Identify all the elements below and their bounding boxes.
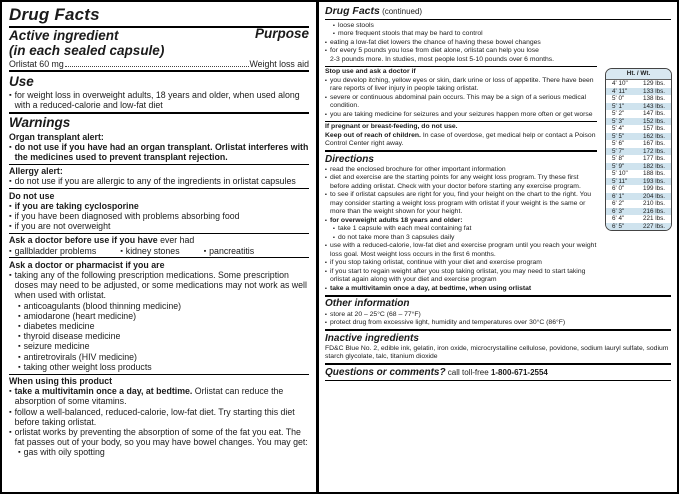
- text-paragraph: [9, 235, 309, 245]
- bullet-icon: ▪: [9, 245, 12, 255]
- bullet-item: [325, 111, 597, 120]
- bullet-icon: ▪: [9, 200, 12, 210]
- bullet-item: [18, 301, 309, 311]
- text-run: thyroid disease medicine: [23, 331, 121, 342]
- section-title: [9, 74, 309, 89]
- bullet-icon: ▪: [18, 321, 21, 330]
- text-run: you are taking medicine for seizures and your seizures happen more often or get worse: [329, 110, 593, 118]
- chart-row: [606, 125, 671, 133]
- bullet-text: kidney stones: [125, 245, 180, 256]
- inline-bullet-row: [9, 246, 309, 256]
- text-run: if you stop taking orlistat, continue with your diet and exercise program: [329, 259, 542, 267]
- height-value: 5' 3": [612, 117, 625, 125]
- bullet-text: [24, 331, 309, 341]
- chart-row: [606, 103, 671, 111]
- bullet-text: [330, 259, 597, 268]
- bullet-item: [9, 221, 309, 231]
- bullet-text: [24, 311, 309, 321]
- section-divider: [9, 112, 309, 114]
- weight-value: 177 lbs.: [642, 155, 665, 162]
- bullet-item: [325, 268, 597, 285]
- text-run: diabetes medicine: [23, 321, 95, 331]
- text-run: seizure medicine: [23, 341, 90, 352]
- section-title: [9, 5, 309, 24]
- bullet-icon: ▪: [18, 351, 21, 361]
- section-heading-text: Questions or comments?: [325, 367, 446, 379]
- chart-row: [606, 118, 671, 126]
- bullet-icon: ▪: [9, 406, 12, 416]
- bullet-text: [15, 407, 309, 427]
- section-title: [325, 367, 671, 378]
- text-run: to see if orlistat capsules are right for you, find your height on the chart to the right. You may consider starting a weight loss program with orlistat if your weight is the same or more than the weight shown for your height.: [329, 191, 592, 216]
- text-paragraph: [325, 68, 597, 77]
- chart-header: Ht. / Wt.: [606, 69, 671, 80]
- bullet-item: [325, 191, 597, 217]
- height-value: 5' 4": [612, 125, 625, 132]
- bullet-item: [333, 30, 671, 39]
- text-run: 1-800-671-2554: [490, 368, 548, 378]
- bullet-item: [18, 311, 309, 321]
- bullet-icon: ▪: [325, 268, 327, 275]
- active-ingredient-line: Active ingredient: [9, 28, 119, 44]
- text-paragraph: [9, 376, 309, 386]
- bullet-item: [333, 225, 597, 234]
- section-heading-text: Drug Facts: [9, 5, 100, 24]
- bullet-item: [325, 77, 597, 94]
- bullet-item: [333, 22, 671, 31]
- text-run: amiodarone (heart medicine): [23, 310, 137, 321]
- text-run: for overweight adults 18 years and older:: [329, 216, 463, 224]
- text-run: If pregnant or breast-feeding, do not use.: [325, 123, 458, 131]
- bullet-text: [330, 285, 671, 294]
- bullet-text: [338, 22, 671, 31]
- chart-row: [606, 178, 671, 186]
- weight-value: 152 lbs.: [642, 117, 665, 125]
- bullet-text: [15, 211, 309, 221]
- text-run: anticoagulants (blood thinning medicine): [23, 300, 182, 311]
- bullet-icon: ▪: [333, 22, 335, 29]
- bullet-text: [338, 234, 597, 243]
- active-ingredient-title: [9, 29, 164, 59]
- height-weight-chart: [605, 68, 672, 231]
- bullet-text: [15, 386, 309, 406]
- bullet-item: [18, 352, 309, 362]
- bullet-text: [15, 427, 309, 447]
- bullet-icon: ▪: [9, 269, 12, 279]
- bullet-icon: ▪: [325, 94, 327, 101]
- text-run: Ask a doctor or pharmacist if you are: [9, 259, 165, 270]
- text-paragraph: [325, 132, 597, 149]
- section-title: [325, 298, 671, 309]
- height-value: 5' 6": [612, 140, 625, 147]
- height-value: 6' 4": [612, 215, 625, 222]
- bullet-text: [330, 77, 597, 94]
- height-value: 6' 5": [612, 222, 625, 230]
- section-divider: [325, 66, 597, 67]
- weight-value: 182 lbs.: [642, 162, 665, 170]
- bullet-icon: ▪: [325, 320, 327, 327]
- bullet-icon: ▪: [325, 48, 327, 55]
- bullet-icon: ▪: [18, 310, 21, 320]
- text-run: 2-3 pounds more. In studies, most people lost 5-10 pounds over 6 months.: [329, 55, 555, 63]
- weight-value: 162 lbs.: [642, 132, 665, 140]
- ingredient-purpose: Weight loss aid: [249, 58, 309, 69]
- ingredient-name: Orlistat 60 mg: [9, 58, 64, 69]
- height-value: 5' 2": [612, 110, 625, 117]
- text-run: take 1 capsule with each meal containing fat: [337, 225, 472, 233]
- chart-row: [606, 133, 671, 141]
- text-run: FD&C Blue No. 2, edible ink, gelatin, iron oxide, microcrystalline cellulose, povidone, sodium lauryl sulfate, sodium starch glycolate, talc, titanium dioxide: [325, 344, 669, 361]
- bullet-icon: ▪: [18, 361, 21, 371]
- text-run: eating a low-fat diet lowers the chance of having these bowel changes: [329, 38, 541, 46]
- bullet-icon: ▪: [325, 192, 327, 199]
- section-divider: [9, 70, 309, 72]
- dotted-leader: [65, 66, 249, 67]
- section-title: [325, 6, 671, 18]
- bullet-icon: ▪: [203, 245, 207, 255]
- bullet-item: [325, 166, 597, 175]
- height-value: 5' 7": [612, 147, 625, 155]
- weight-value: 143 lbs.: [642, 102, 665, 110]
- bullet-text: [330, 174, 597, 191]
- bullet-icon: ▪: [333, 234, 335, 241]
- weight-value: 216 lbs.: [642, 207, 665, 215]
- text-run: Orlistat can reduce the absorption of some vitamins.: [14, 386, 284, 407]
- text-run: loose stools: [337, 21, 374, 29]
- bullet-icon: ▪: [325, 77, 327, 84]
- section-heading-text: Other information: [325, 298, 410, 310]
- chart-row: [606, 163, 671, 171]
- bullet-item: [18, 321, 309, 331]
- text-run: for every 5 pounds you lose from diet alone, orlistat can help you lose: [329, 47, 539, 55]
- text-run: store at 20 – 25°C (68 – 77°F): [329, 310, 421, 318]
- section-divider: [325, 121, 597, 122]
- bullet-icon: ▪: [120, 245, 123, 255]
- chart-row: [606, 223, 671, 231]
- text-run: take a multivitamin once a day, at bedtime, when using orlistat: [329, 284, 532, 292]
- section-title: [325, 154, 597, 165]
- text-run: more frequent stools that may be hard to control: [337, 30, 483, 38]
- text-run: Keep out of reach of children.: [325, 131, 421, 139]
- bullet-item: [18, 341, 309, 351]
- chart-row: [606, 95, 671, 103]
- section-divider: [9, 164, 309, 165]
- chart-row: [606, 88, 671, 96]
- bullet-icon: ▪: [325, 217, 327, 224]
- text-run: do not use if you have had an organ transplant. Orlistat interferes with the medicines used to prevent transplant rejection.: [14, 141, 309, 162]
- height-value: 6' 2": [612, 200, 625, 207]
- bullet-item: [325, 174, 597, 191]
- section-divider: [9, 233, 309, 234]
- bullet-item: [333, 234, 597, 243]
- bullet-icon: ▪: [325, 285, 327, 292]
- bullet-text: [330, 319, 671, 328]
- bullet-icon: ▪: [325, 243, 327, 250]
- chart-row: [606, 155, 671, 163]
- bullet-icon: ▪: [9, 90, 12, 100]
- bullet-text: [24, 447, 309, 457]
- text-run: diet and exercise are the starting points for any weight loss program. Try these first before adding orlistat. Check with your doctor before starting any exercise program.: [329, 174, 581, 190]
- bullet-item: [9, 201, 309, 211]
- text-run: you develop itching, yellow eyes or skin, dark urine or loss of appetite. There have been rare reports of liver injury in people taking orlistat.: [329, 76, 594, 93]
- section-title: [325, 333, 671, 344]
- bullet-item: [18, 362, 309, 372]
- chart-row: [606, 80, 671, 88]
- bullet-text: [15, 221, 309, 231]
- text-run: take a multivitamin once a day, at bedtime.: [14, 386, 193, 397]
- text-paragraph: [9, 166, 309, 176]
- chart-row: [606, 193, 671, 201]
- text-run: severe or continuous abdominal pain occurs. This may be a sign of a serious medical condition.: [329, 93, 587, 110]
- chart-row: [606, 215, 671, 223]
- weight-value: 199 lbs.: [642, 185, 665, 192]
- bullet-text: [15, 90, 309, 110]
- section-divider: [325, 329, 671, 331]
- bullet-icon: ▪: [333, 226, 335, 233]
- section-heading-text: Use: [9, 73, 34, 89]
- bullet-item: [9, 270, 309, 301]
- chart-row: [606, 148, 671, 156]
- weight-value: 193 lbs.: [642, 177, 665, 185]
- bullet-icon: ▪: [325, 260, 327, 267]
- bullet-item: [9, 246, 96, 256]
- text-run: When using this product: [9, 376, 113, 387]
- bullet-text: [330, 191, 597, 217]
- text-paragraph: [325, 123, 597, 132]
- bullet-item: [325, 285, 671, 294]
- bullet-text: [15, 176, 309, 186]
- bullet-icon: ▪: [18, 300, 21, 310]
- section-divider: [9, 188, 309, 189]
- weight-value: 210 lbs.: [642, 200, 665, 207]
- weight-value: 204 lbs.: [642, 192, 665, 200]
- weight-value: 133 lbs.: [642, 87, 665, 95]
- ingredient-row: [9, 59, 309, 69]
- bullet-item: [9, 211, 309, 221]
- bullet-text: [330, 217, 597, 226]
- bullet-text: [338, 30, 671, 39]
- section-divider: [325, 363, 671, 365]
- purpose-title: Purpose: [254, 26, 309, 42]
- weight-value: 227 lbs.: [642, 222, 665, 230]
- text-paragraph: [9, 260, 309, 270]
- bullet-icon: ▪: [325, 111, 327, 118]
- chart-row: [606, 140, 671, 148]
- height-value: 5' 9": [612, 162, 625, 170]
- bullet-text: [338, 225, 597, 234]
- text-run: In case of overdose, get medical help or contact a Poison Control Center right away.: [325, 131, 596, 148]
- bullet-icon: ▪: [325, 39, 327, 46]
- bullet-item: [325, 319, 671, 328]
- active-ingredient-header: [9, 26, 309, 59]
- chart-row: [606, 200, 671, 208]
- section-heading-text: Drug Facts: [325, 5, 380, 17]
- bullet-text: [15, 142, 309, 162]
- bullet-icon: ▪: [9, 427, 12, 437]
- bullet-icon: ▪: [9, 386, 12, 396]
- bullet-item: [325, 311, 671, 320]
- height-value: 4' 10": [612, 80, 628, 87]
- bullet-item: [325, 242, 597, 259]
- bullet-item: [325, 39, 671, 48]
- text-run: Stop use and ask a doctor if: [325, 68, 416, 76]
- text-paragraph: [9, 191, 309, 201]
- bullet-item: [9, 142, 309, 162]
- height-value: 5' 5": [612, 132, 625, 140]
- text-run: gas with oily spotting: [23, 447, 105, 458]
- bullet-item: [325, 217, 597, 226]
- bullet-icon: ▪: [325, 175, 327, 182]
- weight-value: 221 lbs.: [642, 215, 665, 222]
- text-run: if you are taking cyclosporine: [14, 200, 139, 211]
- section-divider: [9, 257, 309, 258]
- text-run: Do not use: [9, 190, 55, 201]
- active-ingredient-line: (in each sealed capsule): [9, 42, 165, 58]
- bullet-item: [325, 47, 671, 64]
- weight-value: 147 lbs.: [642, 110, 665, 117]
- weight-value: 129 lbs.: [642, 80, 665, 87]
- bullet-text: [330, 94, 597, 111]
- text-run: for weight loss in overweight adults, 18 years and older, when used along with a reduced-calorie and low-fat diet: [14, 90, 300, 111]
- bullet-text: [330, 111, 597, 120]
- section-title: [9, 115, 309, 130]
- bullet-text: [330, 39, 671, 48]
- bullet-item: [9, 407, 309, 427]
- chart-row: [606, 170, 671, 178]
- height-value: 6' 0": [612, 185, 625, 192]
- chart-row: [606, 110, 671, 118]
- weight-value: 157 lbs.: [642, 125, 665, 132]
- height-value: 5' 1": [612, 102, 625, 110]
- height-value: 6' 3": [612, 207, 625, 215]
- text-run: follow a well-balanced, reduced-calorie, low-fat diet. Try starting this diet before taking orlistat.: [14, 406, 295, 427]
- bullet-icon: ▪: [18, 447, 21, 457]
- bullet-text: [15, 201, 309, 211]
- weight-value: 138 lbs.: [642, 95, 665, 102]
- chart-row: [606, 208, 671, 216]
- text-run: Allergy alert:: [9, 166, 63, 177]
- bullet-text: [330, 268, 597, 285]
- text-run: ever had: [160, 235, 195, 246]
- bullet-item: [18, 447, 309, 457]
- text-run: if you are not overweight: [14, 221, 111, 232]
- text-paragraph: [9, 132, 309, 142]
- bullet-text: [24, 362, 309, 372]
- text-paragraph: [325, 345, 671, 362]
- bullet-item: [18, 331, 309, 341]
- text-run: protect drug from excessive light, humidity and temperatures over 30°C (86°F): [329, 319, 566, 327]
- bullet-icon: ▪: [325, 311, 327, 318]
- chart-row: [606, 185, 671, 193]
- bullet-item: [9, 176, 309, 186]
- bullet-text: pancreatitis: [209, 245, 255, 256]
- section-heading-text: Inactive ingredients: [325, 332, 419, 344]
- text-run: do not take more than 3 capsules daily: [337, 233, 455, 241]
- text-run: if you have been diagnosed with problems absorbing food: [14, 210, 240, 221]
- bullet-icon: ▪: [9, 176, 12, 186]
- bullet-text: [24, 341, 309, 351]
- text-run: Organ transplant alert:: [9, 131, 104, 142]
- bullet-icon: ▪: [9, 221, 12, 231]
- weight-value: 188 lbs.: [642, 170, 665, 177]
- bullet-text: [330, 166, 597, 175]
- section-divider: [325, 19, 671, 20]
- text-run: (continued): [379, 7, 423, 16]
- bullet-text: [24, 301, 309, 311]
- bullet-item: [9, 427, 309, 447]
- bullet-icon: ▪: [333, 31, 335, 38]
- section-heading-text: Warnings: [9, 115, 71, 131]
- height-value: 6' 1": [612, 192, 625, 200]
- bullet-item: [9, 90, 309, 110]
- bullet-text: [330, 242, 597, 259]
- bullet-icon: ▪: [18, 331, 21, 341]
- text-run: taking other weight loss products: [23, 361, 152, 372]
- bullet-icon: ▪: [325, 166, 327, 173]
- bullet-icon: ▪: [18, 341, 21, 351]
- bullet-item: [325, 94, 597, 111]
- bullet-text: [24, 352, 309, 362]
- bullet-item: [9, 386, 309, 406]
- height-value: 4' 11": [612, 87, 628, 95]
- text-run: antiretrovirals (HIV medicine): [23, 351, 137, 362]
- section-divider: [325, 150, 597, 152]
- bullet-item: [325, 259, 597, 268]
- text-run: if you start to regain weight after you stop taking orlistat, you may need to start taking orlistat again along with your diet and exercise program: [329, 267, 586, 284]
- text-run: call toll-free: [445, 368, 491, 378]
- height-value: 5' 11": [612, 177, 628, 185]
- bullet-text: gallbladder problems: [14, 245, 97, 256]
- text-run: Ask a doctor before use if you have: [9, 235, 161, 246]
- weight-value: 172 lbs.: [642, 147, 665, 155]
- right-column: [319, 2, 677, 492]
- height-value: 5' 10": [612, 170, 628, 177]
- bullet-item: [120, 246, 179, 256]
- section-heading-text: Directions: [325, 153, 374, 165]
- text-run: use with a reduced-calorie, low-fat diet and exercise program until you reach your weight loss goal. Most weight loss occurs in the first 6 months.: [329, 242, 597, 258]
- section-divider: [325, 295, 671, 297]
- bullet-text: [330, 47, 671, 64]
- bullet-icon: ▪: [9, 141, 12, 151]
- section-divider: [325, 380, 671, 381]
- bullet-icon: ▪: [9, 210, 12, 220]
- bullet-text: [330, 311, 671, 320]
- text-run: do not use if you are allergic to any of the ingredients in orlistat capsules: [14, 176, 296, 187]
- height-value: 5' 0": [612, 95, 625, 102]
- bullet-text: [15, 270, 309, 301]
- text-run: read the enclosed brochure for other important information: [329, 165, 506, 173]
- text-run: orlistat works by preventing the absorption of some of the fat you eat. The fat passes out of your body, so you may have bowel changes. You may get:: [14, 427, 308, 448]
- section-divider: [9, 374, 309, 375]
- bullet-item: [204, 246, 255, 256]
- weight-value: 167 lbs.: [642, 140, 665, 147]
- left-column: [2, 2, 316, 492]
- height-value: 5' 8": [612, 155, 625, 162]
- bullet-text: [24, 321, 309, 331]
- text-run: taking any of the following prescription medications. Some prescription doses may need to be adjusted, or some medications may not work as well when used with orlistat.: [14, 269, 307, 301]
